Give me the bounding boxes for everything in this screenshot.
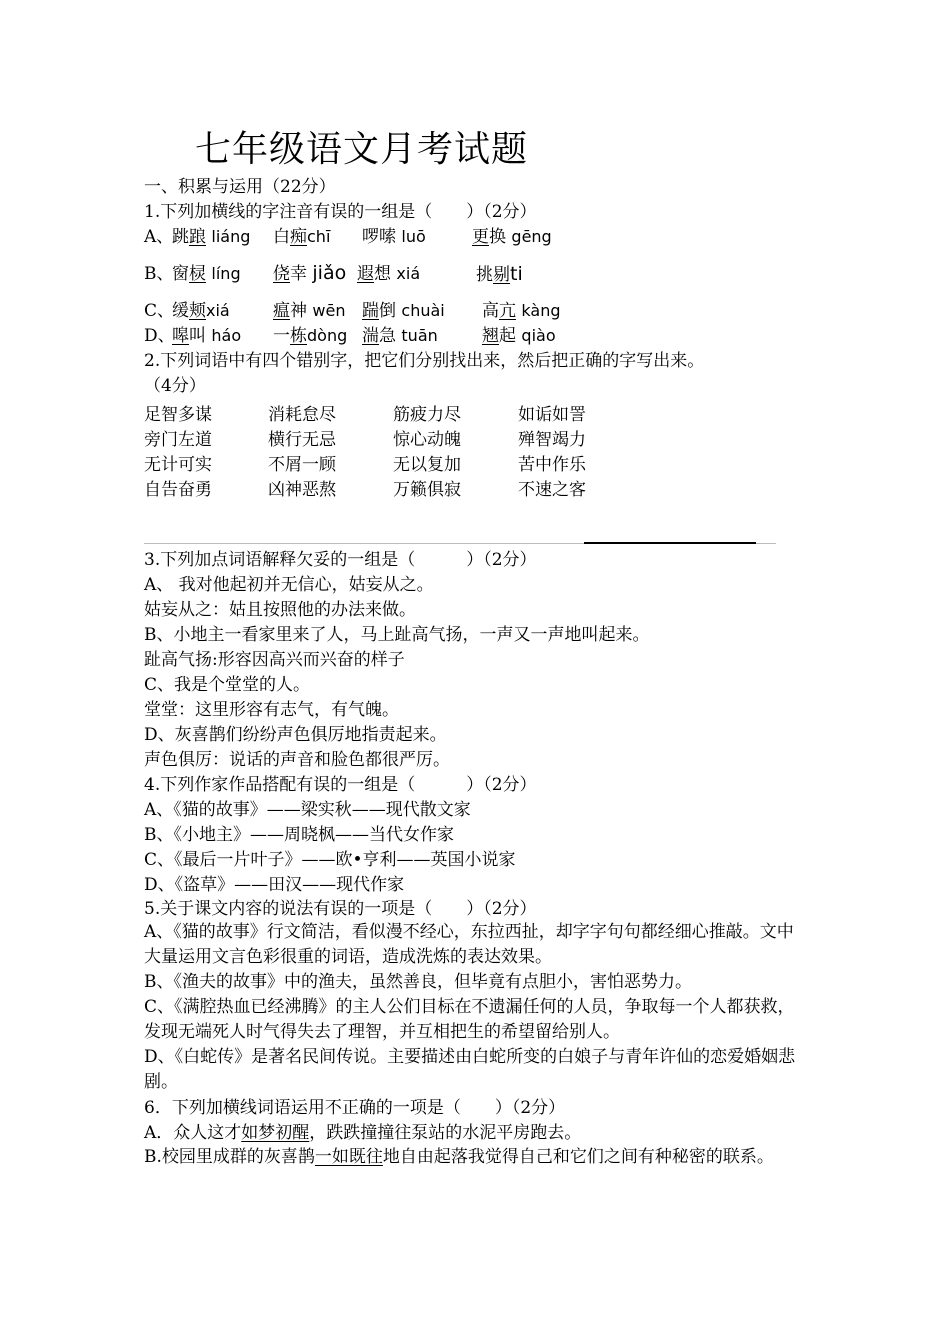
question-3-line: C、我是个堂堂的人。 [144,675,311,695]
question-3-line: B、小地主一看家里来了人，马上趾高气扬，一声又一声地叫起来。 [144,625,650,645]
question-4-line: B、《小地主》——周晓枫——当代女作家 [144,825,454,845]
word-cell: 不屑一顾 [268,455,336,475]
option-label: D、 [144,326,175,346]
option-label: C、 [144,301,175,321]
question-3-line: 堂堂：这里形容有志气，有气魄。 [144,700,399,720]
word: 啰嗦 luō [362,227,426,247]
question-2-score: （4分） [144,376,206,396]
word: 挑剔ti [476,263,523,285]
word-cell: 自告奋勇 [144,480,212,500]
word: 湍急 tuān [362,326,438,346]
word: 翘起 qiào [482,326,556,346]
word: 嗥叫 háo [172,326,242,346]
question-6-option-a: A．众人这才如梦初醒，跌跌撞撞往泵站的水泥平房跑去。 [144,1123,582,1143]
word-cell: 惊心动魄 [393,430,461,450]
section-heading: 一、积累与运用（22分） [144,177,336,197]
word: 遐想 xiá [357,264,421,284]
question-5-option-c: C、《满腔热血已经沸腾》的主人公们目标在不遗漏任何的人员，争取每一个人都获救，发现无端死人时气得失去了理智，并互相把生的希望留给别人。 [144,997,795,1042]
word: 缓颊xiá [172,301,230,321]
word-cell: 消耗怠尽 [268,405,336,425]
word-cell: 横行无忌 [268,430,336,450]
question-5-option-d: D、《白蛇传》是著名民间传说。主要描述由白蛇所变的白娘子与青年许仙的恋爱婚姻悲剧。 [144,1047,796,1092]
question-3-line: D、灰喜鹊们纷纷声色俱厉地指责起来。 [144,725,447,745]
question-5-stem: 5.关于课文内容的说法有误的一项是（ ）（2分） [144,899,537,919]
word: 更换 gēng [472,227,552,247]
question-5-option-a: A、《猫的故事》行文简洁，看似漫不经心，东拉西扯，却字字句句都经细心推敲。文中大量运用文言色彩很重的词语，造成洗炼的表达效果。 [144,922,794,967]
word: 窗棂 líng [172,264,241,284]
question-6-option-b: B.校园里成群的灰喜鹊一如既往地自由起落我觉得自己和它们之间有种秘密的联系。 [144,1147,774,1167]
question-3-line: 声色俱厉：说话的声音和脸色都很严厉。 [144,750,450,770]
option-label: A、 [144,227,174,247]
question-4-line: A、《猫的故事》——梁实秋——现代散文家 [144,800,471,820]
word-cell: 万籁俱寂 [393,480,461,500]
word-cell: 无计可实 [144,455,212,475]
question-6-stem: 6．下列加横线词语运用不正确的一项是（ ）（2分） [144,1098,566,1118]
word-cell: 凶神恶熬 [268,480,336,500]
question-2-stem: 2.下列词语中有四个错别字，把它们分别找出来，然后把正确的字写出来。 [144,351,705,371]
word: 瘟神 wēn [273,301,346,321]
question-3-line: A、 我对他起初并无信心，姑妄从之。 [144,575,434,595]
word-cell: 筋疲力尽 [393,405,461,425]
question-4-line: C、《最后一片叶子》——欧•亨利——英国小说家 [144,850,516,870]
page-title: 七年级语文月考试题 [195,129,529,170]
word: 高亢 kàng [482,301,561,321]
word-cell: 如诟如詈 [518,405,586,425]
word: 跳踉 liáng [172,227,251,247]
word-cell: 无以复加 [393,455,461,475]
word: 一栋dòng [273,326,348,346]
question-4-line: D、《盗草》——田汉——现代作家 [144,875,405,895]
word-cell: 殚智竭力 [518,430,586,450]
word: 踹倒 chuài [362,301,445,321]
word: 白痴chī [273,227,331,247]
question-3-stem: 3.下列加点词语解释欠妥的一组是（ ）（2分） [144,550,537,570]
word: 侥幸 jiǎo [273,262,347,284]
word-cell: 旁门左道 [144,430,212,450]
question-1-stem: 1.下列加横线的字注音有误的一组是（ ）（2分） [144,202,537,222]
question-3-line: 姑妄从之：姑且按照他的办法来做。 [144,600,416,620]
option-label: B、 [144,264,174,284]
word-cell: 不速之客 [518,480,586,500]
question-3-line: 趾高气扬:形容因高兴而兴奋的样子 [144,650,405,670]
question-5-option-b: B、《渔夫的故事》中的渔夫，虽然善良，但毕竟有点胆小，害怕恶势力。 [144,972,692,992]
word-cell: 足智多谋 [144,405,212,425]
answer-line-segment [584,542,756,544]
word-cell: 苦中作乐 [518,455,586,475]
question-4-stem: 4.下列作家作品搭配有误的一组是（ ）（2分） [144,775,537,795]
